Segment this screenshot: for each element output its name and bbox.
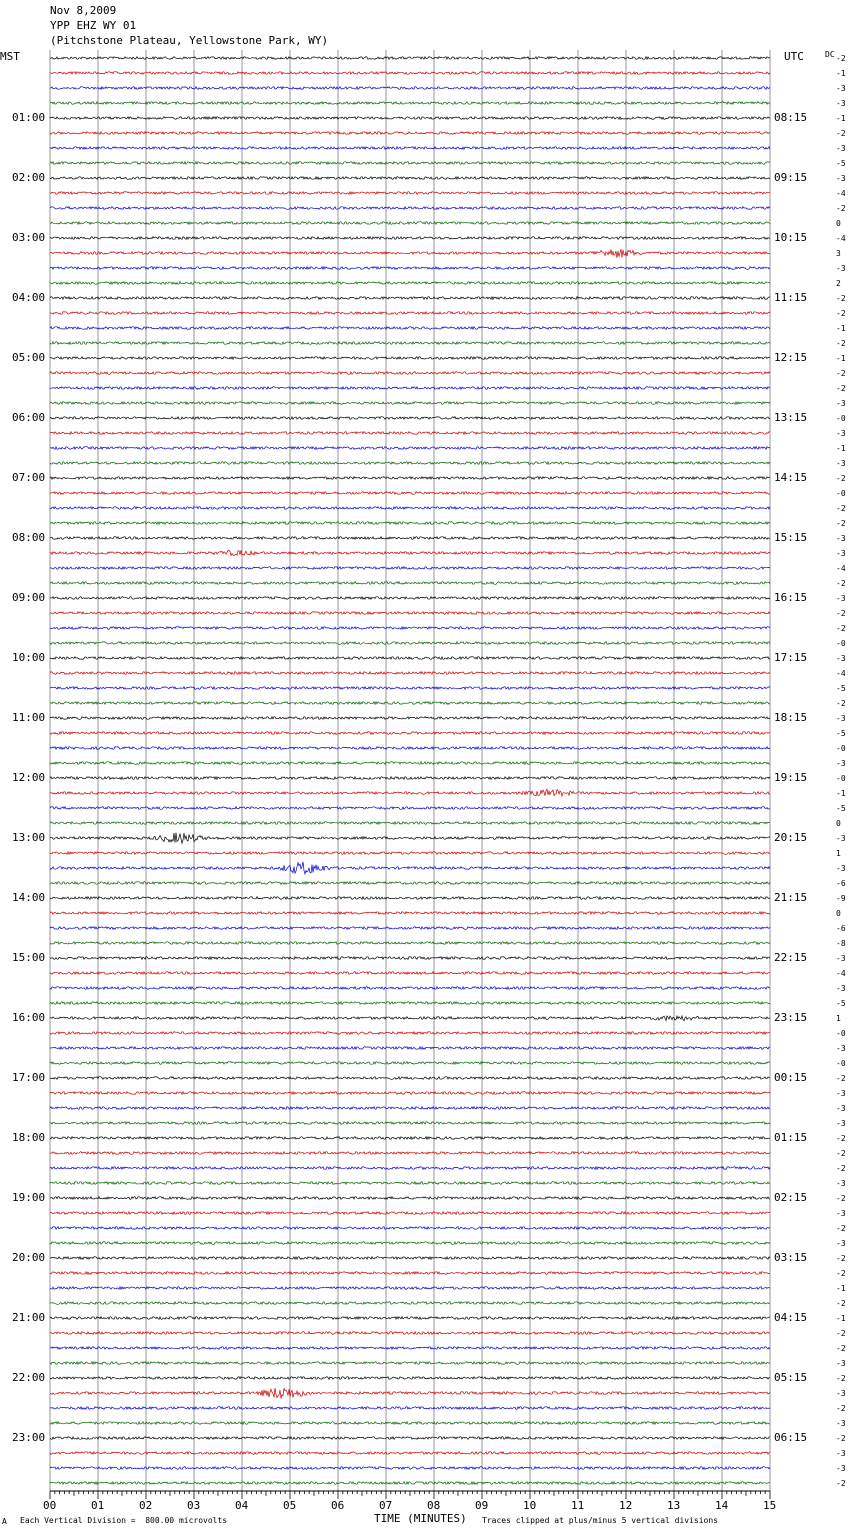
seismic-trace — [50, 207, 770, 210]
seismic-trace — [50, 1302, 770, 1305]
mst-hour-label: 17:00 — [12, 1071, 46, 1084]
mst-hour-label: 05:00 — [12, 351, 46, 364]
dc-offset-label: -3 — [836, 1464, 846, 1473]
x-tick-label: 15 — [763, 1499, 777, 1512]
seismic-trace — [50, 1317, 770, 1320]
seismic-trace — [50, 897, 770, 900]
dc-offset-label: -3 — [836, 714, 846, 723]
mst-hour-label: 22:00 — [12, 1371, 46, 1384]
utc-hour-label: 15:15 — [774, 531, 808, 544]
dc-offset-label: -0 — [836, 744, 846, 753]
dc-offset-label: -3 — [836, 1389, 846, 1398]
dc-offset-label: 0 — [836, 219, 841, 228]
dc-offset-label: -1 — [836, 1314, 846, 1323]
seismic-trace — [50, 102, 770, 105]
mst-hour-label: 01:00 — [12, 111, 46, 124]
seismic-trace — [50, 957, 770, 960]
seismic-trace — [50, 402, 770, 405]
dc-offset-label: -5 — [836, 999, 846, 1008]
seismic-trace — [50, 1227, 770, 1230]
dc-offset-label: -2 — [836, 1134, 846, 1143]
x-tick-label: 10 — [523, 1499, 537, 1512]
dc-offset-label: -3 — [836, 144, 846, 153]
seismic-trace — [50, 672, 770, 675]
dc-offset-label: -2 — [836, 54, 846, 63]
mst-hour-label: 19:00 — [12, 1191, 46, 1204]
dc-label: DC — [825, 50, 835, 59]
utc-hour-label: 00:15 — [774, 1071, 808, 1084]
dc-offset-label: -3 — [836, 549, 846, 558]
right-timezone-label: UTC — [784, 50, 804, 63]
station-code: YPP EHZ WY 01 — [50, 19, 137, 32]
utc-hour-label: 14:15 — [774, 471, 808, 484]
dc-offset-label: -2 — [836, 1194, 846, 1203]
utc-hour-label: 21:15 — [774, 891, 808, 904]
dc-offset-label: -3 — [836, 1119, 846, 1128]
seismic-trace — [50, 162, 770, 165]
utc-hour-label: 13:15 — [774, 411, 808, 424]
seismic-trace — [50, 192, 770, 195]
dc-offset-label: -0 — [836, 774, 846, 783]
seismic-trace — [50, 462, 770, 465]
dc-offset-label: -4 — [836, 234, 846, 243]
dc-offset-label: -5 — [836, 729, 846, 738]
utc-hour-label: 20:15 — [774, 831, 808, 844]
dc-offset-label: -6 — [836, 924, 846, 933]
dc-offset-label: -3 — [836, 399, 846, 408]
mst-hour-label: 07:00 — [12, 471, 46, 484]
x-tick-label: 09 — [475, 1499, 489, 1512]
utc-hour-label: 22:15 — [774, 951, 808, 964]
dc-offset-label: -4 — [836, 969, 846, 978]
dc-offset-label: -9 — [836, 894, 846, 903]
seismic-trace — [50, 862, 770, 874]
mst-hour-label: 06:00 — [12, 411, 46, 424]
seismic-trace — [50, 1272, 770, 1275]
dc-offset-label: -2 — [836, 504, 846, 513]
seismic-trace — [50, 222, 770, 225]
seismic-trace — [50, 147, 770, 150]
dc-offset-label: -8 — [836, 939, 846, 948]
utc-hour-label: 10:15 — [774, 231, 808, 244]
dc-offset-label: -1 — [836, 354, 846, 363]
dc-offset-label: -2 — [836, 1329, 846, 1338]
seismic-trace — [50, 249, 770, 258]
utc-hour-label: 16:15 — [774, 591, 808, 604]
seismic-trace — [50, 1167, 770, 1170]
dc-offset-label: -4 — [836, 564, 846, 573]
dc-offset-label: -5 — [836, 804, 846, 813]
seismic-trace — [50, 1482, 770, 1485]
x-tick-label: 13 — [667, 1499, 681, 1512]
dc-offset-label: -0 — [836, 639, 846, 648]
dc-offset-label: -2 — [836, 339, 846, 348]
dc-offset-label: -2 — [836, 1164, 846, 1173]
mst-hour-label: 23:00 — [12, 1431, 46, 1444]
dc-offset-label: -3 — [836, 174, 846, 183]
x-tick-label: 03 — [187, 1499, 201, 1512]
dc-offset-label: -0 — [836, 1059, 846, 1068]
seismic-trace — [50, 822, 770, 825]
seismic-trace — [50, 297, 770, 300]
seismic-trace — [50, 477, 770, 480]
seismic-trace — [50, 942, 770, 945]
mst-hour-label: 21:00 — [12, 1311, 46, 1324]
seismic-trace — [50, 117, 770, 120]
clipping-note: Traces clipped at plus/minus 5 vertical divisions — [482, 1516, 719, 1525]
x-tick-label: 06 — [331, 1499, 345, 1512]
mst-hour-label: 09:00 — [12, 591, 46, 604]
dc-offset-label: -2 — [836, 579, 846, 588]
dc-offset-label: -0 — [836, 414, 846, 423]
utc-hour-label: 23:15 — [774, 1011, 808, 1024]
x-tick-label: 12 — [619, 1499, 633, 1512]
utc-hour-label: 19:15 — [774, 771, 808, 784]
dc-offset-label: -2 — [836, 369, 846, 378]
seismic-trace — [50, 87, 770, 90]
dc-offset-label: -2 — [836, 474, 846, 483]
seismic-trace — [50, 1137, 770, 1140]
dc-offset-label: -3 — [836, 99, 846, 108]
seismic-trace — [50, 1092, 770, 1095]
dc-offset-label: -3 — [836, 534, 846, 543]
dc-offset-label: 1 — [836, 849, 841, 858]
seismic-trace — [50, 1197, 770, 1200]
seismic-trace — [50, 567, 770, 570]
left-timezone-label: MST — [0, 50, 20, 63]
dc-offset-label: -1 — [836, 444, 846, 453]
x-tick-label: 14 — [715, 1499, 729, 1512]
seismic-trace — [50, 537, 770, 540]
seismic-trace — [50, 342, 770, 345]
x-tick-label: 00 — [43, 1499, 57, 1512]
dc-offset-label: -3 — [836, 984, 846, 993]
dc-offset-label: -2 — [836, 1344, 846, 1353]
dc-offset-label: -2 — [836, 1269, 846, 1278]
x-tick-label: 08 — [427, 1499, 441, 1512]
seismic-trace — [50, 612, 770, 615]
mst-hour-label: 08:00 — [12, 531, 46, 544]
seismic-trace — [50, 432, 770, 435]
seismic-trace — [50, 777, 770, 780]
seismic-trace — [50, 447, 770, 450]
seismic-trace — [50, 1002, 770, 1005]
utc-hour-label: 11:15 — [774, 291, 808, 304]
seismic-trace — [50, 642, 770, 645]
seismic-trace — [50, 747, 770, 750]
seismic-trace — [50, 732, 770, 735]
mst-hour-label: 02:00 — [12, 171, 46, 184]
utc-hour-label: 01:15 — [774, 1131, 808, 1144]
seismic-trace — [50, 1152, 770, 1155]
dc-offset-label: -3 — [836, 1359, 846, 1368]
seismic-trace — [50, 1388, 770, 1398]
dc-offset-label: -3 — [836, 1449, 846, 1458]
dc-offset-label: -3 — [836, 1179, 846, 1188]
utc-hour-label: 17:15 — [774, 651, 808, 664]
seismic-trace — [50, 1332, 770, 1335]
seismic-trace — [50, 387, 770, 390]
dc-offset-label: -3 — [836, 1419, 846, 1428]
dc-offset-label: -1 — [836, 1284, 846, 1293]
dc-offset-label: -3 — [836, 264, 846, 273]
seismic-trace — [50, 597, 770, 600]
dc-offset-label: -3 — [836, 954, 846, 963]
utc-hour-label: 03:15 — [774, 1251, 808, 1264]
seismic-trace — [50, 972, 770, 975]
dc-offset-label: -3 — [836, 459, 846, 468]
dc-offset-label: -2 — [836, 624, 846, 633]
x-tick-label: 07 — [379, 1499, 393, 1512]
dc-offset-label: -2 — [836, 1299, 846, 1308]
seismic-trace — [50, 177, 770, 180]
seismic-trace — [50, 1377, 770, 1380]
x-tick-label: 11 — [571, 1499, 585, 1512]
seismic-trace — [50, 1016, 770, 1021]
dc-offset-label: -0 — [836, 1029, 846, 1038]
dc-offset-label: -3 — [836, 1044, 846, 1053]
seismic-trace — [50, 327, 770, 330]
seismic-trace — [50, 492, 770, 495]
seismic-trace — [50, 1362, 770, 1365]
seismic-trace — [50, 237, 770, 240]
seismic-trace — [50, 72, 770, 75]
seismic-trace — [50, 1287, 770, 1290]
x-tick-label: 02 — [139, 1499, 153, 1512]
mst-hour-label: 13:00 — [12, 831, 46, 844]
dc-offset-label: -3 — [836, 594, 846, 603]
seismic-trace — [50, 372, 770, 375]
dc-offset-label: -3 — [836, 1209, 846, 1218]
dc-offset-label: -2 — [836, 1224, 846, 1233]
dc-offset-label: -2 — [836, 609, 846, 618]
mst-hour-label: 18:00 — [12, 1131, 46, 1144]
x-tick-label: 01 — [91, 1499, 105, 1512]
mst-hour-label: 10:00 — [12, 651, 46, 664]
seismic-trace — [50, 57, 770, 60]
vertical-division-note: Each Vertical Division = 800.00 microvolts — [20, 1516, 228, 1525]
seismic-trace — [50, 807, 770, 810]
dc-offset-label: 2 — [836, 279, 841, 288]
seismic-trace — [50, 1422, 770, 1425]
dc-offset-label: -2 — [836, 1254, 846, 1263]
seismic-trace — [50, 927, 770, 930]
dc-offset-label: -2 — [836, 384, 846, 393]
mst-hour-label: 03:00 — [12, 231, 46, 244]
dc-offset-label: -4 — [836, 189, 846, 198]
dc-offset-label: -6 — [836, 879, 846, 888]
seismic-trace — [50, 1242, 770, 1245]
seismic-trace — [50, 833, 770, 844]
seismic-trace — [50, 882, 770, 885]
dc-offset-label: 0 — [836, 909, 841, 918]
seismic-trace — [50, 312, 770, 315]
seismic-trace — [50, 550, 770, 556]
dc-offset-label: 1 — [836, 1014, 841, 1023]
dc-offset-label: -2 — [836, 1434, 846, 1443]
utc-hour-label: 05:15 — [774, 1371, 808, 1384]
seismic-trace — [50, 657, 770, 660]
seismic-trace — [50, 357, 770, 360]
seismic-trace — [50, 1257, 770, 1260]
mst-hour-label: 04:00 — [12, 291, 46, 304]
seismic-trace — [50, 1047, 770, 1050]
dc-offset-label: -1 — [836, 789, 846, 798]
utc-hour-label: 02:15 — [774, 1191, 808, 1204]
utc-hour-label: 08:15 — [774, 111, 808, 124]
seismic-trace — [50, 912, 770, 915]
dc-offset-label: -4 — [836, 669, 846, 678]
dc-offset-label: -2 — [836, 1374, 846, 1383]
seismic-trace — [50, 702, 770, 705]
plot-date: Nov 8,2009 — [50, 4, 117, 17]
seismic-trace — [50, 132, 770, 135]
seismic-trace — [50, 687, 770, 690]
dc-offset-label: -1 — [836, 69, 846, 78]
dc-offset-label: -2 — [836, 1479, 846, 1488]
dc-offset-label: -1 — [836, 324, 846, 333]
seismic-trace — [50, 789, 770, 796]
dc-offset-label: -3 — [836, 759, 846, 768]
seismic-trace — [50, 627, 770, 630]
dc-offset-label: 0 — [836, 819, 841, 828]
utc-hour-label: 09:15 — [774, 171, 808, 184]
seismic-trace — [50, 1467, 770, 1470]
seismic-trace — [50, 1062, 770, 1065]
utc-hour-label: 12:15 — [774, 351, 808, 364]
seismic-trace — [50, 582, 770, 585]
seismic-trace — [50, 1122, 770, 1125]
seismic-trace — [50, 717, 770, 720]
dc-offset-label: -3 — [836, 84, 846, 93]
dc-offset-label: -0 — [836, 489, 846, 498]
dc-offset-label: -2 — [836, 699, 846, 708]
dc-offset-label: -2 — [836, 204, 846, 213]
dc-offset-label: -2 — [836, 519, 846, 528]
seismic-trace — [50, 417, 770, 420]
dc-offset-label: -5 — [836, 684, 846, 693]
seismic-trace — [50, 1107, 770, 1110]
seismic-trace — [50, 282, 770, 285]
dc-offset-label: -2 — [836, 129, 846, 138]
x-axis-label: TIME (MINUTES) — [374, 1512, 467, 1525]
dc-offset-label: -2 — [836, 1149, 846, 1158]
dc-offset-label: -3 — [836, 654, 846, 663]
seismic-trace — [50, 1182, 770, 1185]
dc-offset-label: -2 — [836, 1404, 846, 1413]
mst-hour-label: 20:00 — [12, 1251, 46, 1264]
dc-offset-label: -3 — [836, 1089, 846, 1098]
dc-offset-label: -2 — [836, 309, 846, 318]
seismic-trace — [50, 1077, 770, 1080]
dc-offset-label: -2 — [836, 294, 846, 303]
dc-offset-label: -5 — [836, 159, 846, 168]
x-tick-label: 04 — [235, 1499, 249, 1512]
mst-hour-label: 12:00 — [12, 771, 46, 784]
seismic-trace — [50, 522, 770, 525]
dc-offset-label: -3 — [836, 429, 846, 438]
utc-hour-label: 04:15 — [774, 1311, 808, 1324]
seismic-trace — [50, 507, 770, 510]
x-tick-label: 05 — [283, 1499, 297, 1512]
utc-hour-label: 18:15 — [774, 711, 808, 724]
dc-offset-label: -1 — [836, 114, 846, 123]
seismic-trace — [50, 762, 770, 765]
seismic-trace — [50, 267, 770, 270]
mst-hour-label: 11:00 — [12, 711, 46, 724]
dc-offset-label: -3 — [836, 1104, 846, 1113]
seismic-trace — [50, 1347, 770, 1350]
dc-offset-label: -3 — [836, 834, 846, 843]
station-location: (Pitchstone Plateau, Yellowstone Park, WY) — [50, 34, 329, 47]
corner-mark: A — [2, 1517, 7, 1526]
dc-offset-label: -3 — [836, 1239, 846, 1248]
seismic-trace — [50, 1212, 770, 1215]
seismic-trace — [50, 1452, 770, 1455]
mst-hour-label: 16:00 — [12, 1011, 46, 1024]
seismic-trace — [50, 1437, 770, 1440]
seismic-trace — [50, 1032, 770, 1035]
seismic-trace — [50, 852, 770, 855]
mst-hour-label: 15:00 — [12, 951, 46, 964]
utc-hour-label: 06:15 — [774, 1431, 808, 1444]
dc-offset-label: 3 — [836, 249, 841, 258]
dc-offset-label: -3 — [836, 864, 846, 873]
seismic-trace — [50, 987, 770, 990]
mst-hour-label: 14:00 — [12, 891, 46, 904]
dc-offset-label: -2 — [836, 1074, 846, 1083]
seismic-trace — [50, 1407, 770, 1410]
